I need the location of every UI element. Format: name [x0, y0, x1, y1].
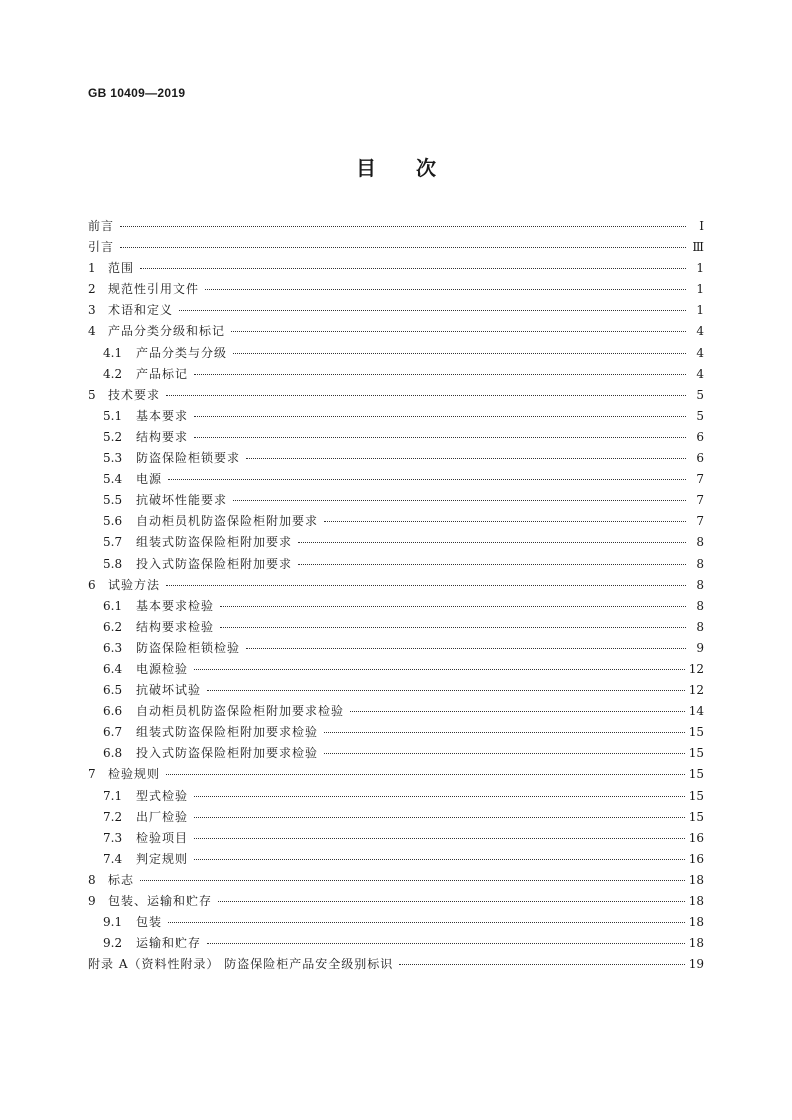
page-title	[0, 152, 792, 181]
toc-entry-number: 7.4	[103, 851, 123, 866]
toc-entry-number: 7	[88, 767, 96, 782]
toc-entry-page: 5	[696, 387, 704, 402]
toc-entry-number: 6.5	[103, 683, 123, 698]
toc-entry-number: 5.7	[103, 535, 123, 550]
toc-entry[interactable]	[88, 638, 704, 659]
toc-entry-page: 8	[696, 577, 704, 592]
toc-dot-leader	[207, 942, 685, 944]
toc-entry-number: 6	[88, 577, 96, 592]
toc-entry[interactable]	[88, 828, 704, 849]
toc-entry-page: 18	[688, 872, 704, 887]
toc-entry-title: 电源	[136, 472, 163, 487]
toc-entry-page: 15	[688, 767, 704, 782]
toc-entry-title: 包装	[136, 915, 163, 930]
toc-entry-page: 6	[696, 429, 704, 444]
toc-entry[interactable]	[88, 659, 704, 680]
toc-dot-leader	[207, 689, 685, 691]
toc-entry-page: 15	[688, 809, 704, 824]
toc-entry[interactable]	[88, 701, 704, 722]
toc-entry[interactable]	[88, 912, 704, 933]
toc-entry-number: 6.8	[103, 746, 123, 761]
toc-entry-number: 6.6	[103, 704, 123, 719]
toc-entry-page: 7	[696, 514, 704, 529]
toc-entry[interactable]	[88, 216, 704, 237]
toc-entry-title: 试验方法	[108, 577, 161, 592]
toc-dot-leader	[168, 478, 686, 480]
toc-dot-leader	[218, 900, 685, 902]
toc-entry-number: 1	[88, 261, 96, 276]
toc-entry[interactable]	[88, 469, 704, 490]
toc-entry-number: 9.1	[103, 915, 123, 930]
toc-dot-leader	[194, 858, 685, 860]
toc-entry-page: 7	[696, 472, 704, 487]
toc-entry-title: 抗破坏性能要求	[136, 493, 228, 508]
toc-entry-title: 基本要求检验	[136, 598, 215, 613]
toc-dot-leader	[194, 837, 685, 839]
toc-entry[interactable]	[88, 427, 704, 448]
title-char-2: 次	[416, 156, 436, 180]
toc-entry-number: 6.3	[103, 640, 123, 655]
toc-entry[interactable]	[88, 596, 704, 617]
toc-dot-leader	[324, 731, 685, 733]
toc-entry-number: 9	[88, 894, 96, 908]
toc-entry-page: 9	[696, 640, 704, 655]
toc-dot-leader	[350, 710, 685, 712]
toc-entry-title: 术语和定义	[108, 303, 174, 318]
toc-entry-page: 4	[696, 345, 704, 360]
toc-entry[interactable]	[88, 786, 704, 807]
toc-dot-leader	[194, 668, 685, 670]
toc-dot-leader	[194, 436, 686, 438]
toc-entry-number: 3	[88, 303, 96, 318]
toc-entry[interactable]	[88, 258, 704, 279]
toc-entry-page: Ⅰ	[699, 219, 704, 233]
toc-dot-leader	[246, 457, 686, 459]
toc-entry-number: 4	[88, 324, 96, 339]
toc-entry-title: 标志	[108, 872, 135, 887]
toc-dot-leader	[179, 309, 686, 311]
toc-entry-title: 出厂检验	[136, 809, 189, 824]
toc-entry-title: 组装式防盗保险柜附加要求检验	[136, 725, 319, 740]
toc-entry[interactable]	[88, 891, 704, 912]
toc-entry-title: 检验规则	[108, 767, 161, 782]
toc-dot-leader	[140, 879, 685, 881]
toc-entry-page: 7	[696, 493, 704, 508]
document-code: GB 10409—2019	[88, 86, 186, 100]
toc-entry[interactable]	[88, 743, 704, 764]
toc-dot-leader	[120, 225, 686, 227]
toc-dot-leader	[194, 816, 685, 818]
toc-entry[interactable]	[88, 870, 704, 891]
toc-dot-leader	[194, 373, 686, 375]
toc-entry[interactable]	[88, 448, 704, 469]
toc-entry[interactable]	[88, 617, 704, 638]
toc-entry[interactable]	[88, 807, 704, 828]
toc-entry-page: 12	[688, 661, 704, 676]
toc-dot-leader	[194, 795, 685, 797]
toc-entry-page: 15	[688, 788, 704, 803]
toc-entry-page: 4	[696, 324, 704, 339]
toc-entry-page: Ⅲ	[692, 240, 704, 255]
toc-entry-title: 范围	[108, 261, 135, 276]
toc-entry[interactable]	[88, 722, 704, 743]
toc-entry[interactable]	[88, 237, 704, 258]
toc-entry-title: 结构要求检验	[136, 619, 215, 634]
toc-entry-number: 7.3	[103, 830, 123, 845]
toc-entry-number: 5.2	[103, 429, 123, 444]
toc-entry-page: 12	[688, 683, 704, 698]
toc-entry-title: 组装式防盗保险柜附加要求	[136, 535, 293, 550]
toc-entry-page: 18	[688, 936, 704, 951]
toc-entry-number: 5.6	[103, 514, 123, 529]
toc-entry-number: 2	[88, 282, 96, 297]
toc-entry-number: 5	[88, 387, 96, 402]
toc-entry[interactable]	[88, 321, 704, 342]
toc-entry-title: 引言	[88, 240, 115, 255]
toc-entry-page: 18	[688, 894, 704, 908]
toc-dot-leader	[399, 963, 684, 965]
toc-entry[interactable]	[88, 406, 704, 427]
toc-entry-page: 4	[696, 366, 704, 381]
toc-dot-leader	[140, 267, 686, 269]
toc-dot-leader	[166, 773, 685, 775]
toc-entry-page: 8	[696, 598, 704, 613]
toc-entry-number: 5.4	[103, 472, 123, 487]
toc-dot-leader	[194, 415, 686, 417]
toc-entry-title: 抗破坏试验	[136, 683, 202, 698]
toc-entry[interactable]	[88, 385, 704, 406]
toc-entry-page: 15	[688, 746, 704, 761]
toc-entry[interactable]	[88, 680, 704, 701]
toc-entry-page: 1	[696, 261, 704, 276]
toc-entry[interactable]	[88, 532, 704, 553]
toc-entry-title: 基本要求	[136, 408, 189, 423]
toc-entry[interactable]	[88, 279, 704, 300]
toc-entry-page: 16	[688, 830, 704, 845]
toc-entry[interactable]	[88, 511, 704, 532]
toc-entry[interactable]	[88, 849, 704, 870]
toc-entry-page: 1	[696, 282, 704, 297]
toc-entry-title: 运输和贮存	[136, 936, 202, 951]
toc-entry-title: 规范性引用文件	[108, 282, 200, 297]
toc-entry[interactable]	[88, 575, 704, 596]
toc-entry-number: 4.2	[103, 366, 123, 381]
toc-entry-title: 投入式防盗保险柜附加要求	[136, 556, 293, 571]
toc-entry-title: 产品分类分级和标记	[108, 324, 226, 339]
toc-dot-leader	[233, 352, 686, 354]
toc-entry-title: 技术要求	[108, 387, 161, 402]
toc-entry-title: 自动柜员机防盗保险柜附加要求	[136, 514, 319, 529]
toc-entry-title: 附录 A（资料性附录） 防盗保险柜产品安全级别标识	[88, 957, 394, 972]
toc-entry-number: 5.1	[103, 408, 123, 423]
toc-entry-number: 9.2	[103, 936, 123, 951]
toc-entry[interactable]	[88, 764, 704, 785]
toc-entry-title: 型式检验	[136, 788, 189, 803]
toc-entry-number: 7.1	[103, 788, 123, 803]
toc-entry-title: 防盗保险柜锁要求	[136, 451, 241, 466]
toc-entry[interactable]	[88, 364, 704, 385]
toc-dot-leader	[166, 584, 686, 586]
toc-entry-number: 6.4	[103, 661, 123, 676]
toc-dot-leader	[233, 499, 686, 501]
toc-entry[interactable]	[88, 343, 704, 364]
toc-dot-leader	[298, 541, 686, 543]
toc-dot-leader	[246, 647, 686, 649]
toc-entry-title: 电源检验	[136, 661, 189, 676]
toc-dot-leader	[324, 752, 685, 754]
toc-entry-title: 自动柜员机防盗保险柜附加要求检验	[136, 704, 345, 719]
toc-entry-page: 15	[688, 725, 704, 740]
toc-entry-number: 6.7	[103, 725, 123, 740]
toc-dot-leader	[120, 246, 686, 248]
toc-entry[interactable]	[88, 954, 704, 975]
toc-entry-title: 产品标记	[136, 366, 189, 381]
toc-entry-number: 6.1	[103, 598, 123, 613]
toc-entry-number: 5.8	[103, 556, 123, 571]
toc-dot-leader	[324, 520, 686, 522]
toc-entry-page: 6	[696, 451, 704, 466]
toc-entry[interactable]	[88, 300, 704, 321]
toc-entry-page: 14	[688, 704, 704, 719]
toc-entry-title: 判定规则	[136, 851, 189, 866]
toc-entry-number: 5.3	[103, 451, 123, 466]
toc-entry-page: 18	[688, 915, 704, 930]
toc-entry-number: 4.1	[103, 345, 123, 360]
table-of-contents	[88, 216, 704, 975]
toc-dot-leader	[298, 563, 686, 565]
toc-entry-page: 8	[696, 556, 704, 571]
toc-entry-number: 7.2	[103, 809, 123, 824]
toc-entry-title: 产品分类与分级	[136, 345, 228, 360]
toc-entry-number: 6.2	[103, 619, 123, 634]
toc-entry-page: 1	[696, 303, 704, 318]
toc-entry[interactable]	[88, 490, 704, 511]
toc-entry-title: 前言	[88, 219, 115, 233]
toc-entry-page: 16	[688, 851, 704, 866]
toc-dot-leader	[168, 921, 685, 923]
toc-entry-number: 8	[88, 872, 96, 887]
toc-entry-page: 8	[696, 619, 704, 634]
toc-entry-number: 5.5	[103, 493, 123, 508]
toc-entry[interactable]	[88, 554, 704, 575]
title-char-1: 目	[356, 156, 376, 180]
toc-entry-title: 结构要求	[136, 429, 189, 444]
toc-dot-leader	[205, 288, 686, 290]
toc-entry-title: 防盗保险柜锁检验	[136, 640, 241, 655]
toc-dot-leader	[231, 330, 686, 332]
toc-entry-page: 8	[696, 535, 704, 550]
toc-dot-leader	[220, 626, 686, 628]
toc-dot-leader	[220, 605, 686, 607]
toc-entry-title: 检验项目	[136, 830, 189, 845]
toc-entry-title: 投入式防盗保险柜附加要求检验	[136, 746, 319, 761]
toc-entry-page: 19	[688, 957, 704, 972]
toc-entry-page: 5	[696, 408, 704, 423]
toc-entry[interactable]	[88, 933, 704, 954]
toc-dot-leader	[166, 394, 686, 396]
toc-entry-title: 包装、运输和贮存	[108, 894, 213, 908]
